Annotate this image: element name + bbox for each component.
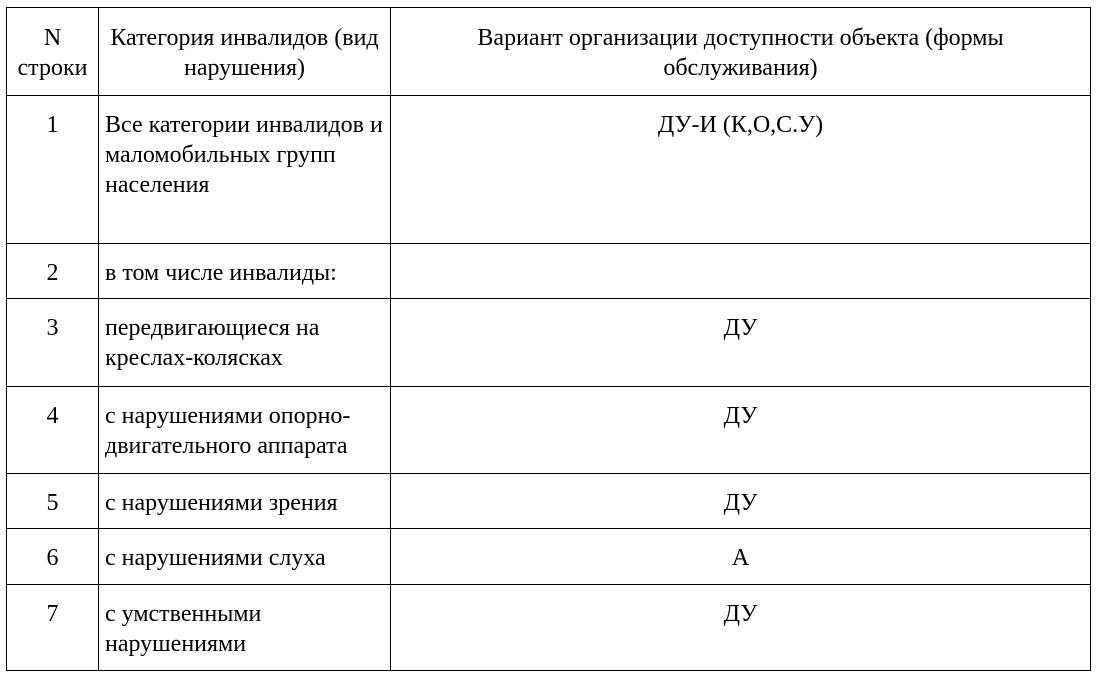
table-row [7, 299, 1091, 387]
row-category: Все категории инвалидов и маломобильных групп населения [99, 96, 391, 244]
header-category: Категория инвалидов (вид нарушения) [99, 8, 391, 96]
header-variant: Вариант организации доступности объекта (формы обслуживания) [391, 8, 1091, 96]
row-number: 5 [7, 474, 99, 529]
row-number: 3 [7, 299, 99, 387]
table-row [7, 529, 1091, 585]
row-variant: ДУ-И (К,О,С.У) [391, 96, 1091, 244]
row-category: передвигающиеся на креслах-колясках [99, 299, 391, 387]
table-row [7, 244, 1091, 299]
row-number: 6 [7, 529, 99, 585]
row-number: 1 [7, 96, 99, 244]
row-variant: ДУ [391, 474, 1091, 529]
row-category: в том числе инвалиды: [99, 244, 391, 299]
row-variant: А [391, 529, 1091, 585]
header-row-number: N строки [7, 8, 99, 96]
row-variant: ДУ [391, 299, 1091, 387]
row-number: 2 [7, 244, 99, 299]
row-variant [391, 244, 1091, 299]
table-row [7, 387, 1091, 474]
row-variant: ДУ [391, 585, 1091, 671]
row-number: 7 [7, 585, 99, 671]
row-variant: ДУ [391, 387, 1091, 474]
row-category: с нарушениями опорно-двигательного аппарата [99, 387, 391, 474]
row-number: 4 [7, 387, 99, 474]
row-category: с умственными нарушениями [99, 585, 391, 671]
row-category: с нарушениями зрения [99, 474, 391, 529]
table-row [7, 96, 1091, 244]
table-header-row [7, 8, 1091, 96]
table-row [7, 585, 1091, 671]
table-row [7, 474, 1091, 529]
accessibility-table [6, 7, 1091, 671]
row-category: с нарушениями слуха [99, 529, 391, 585]
